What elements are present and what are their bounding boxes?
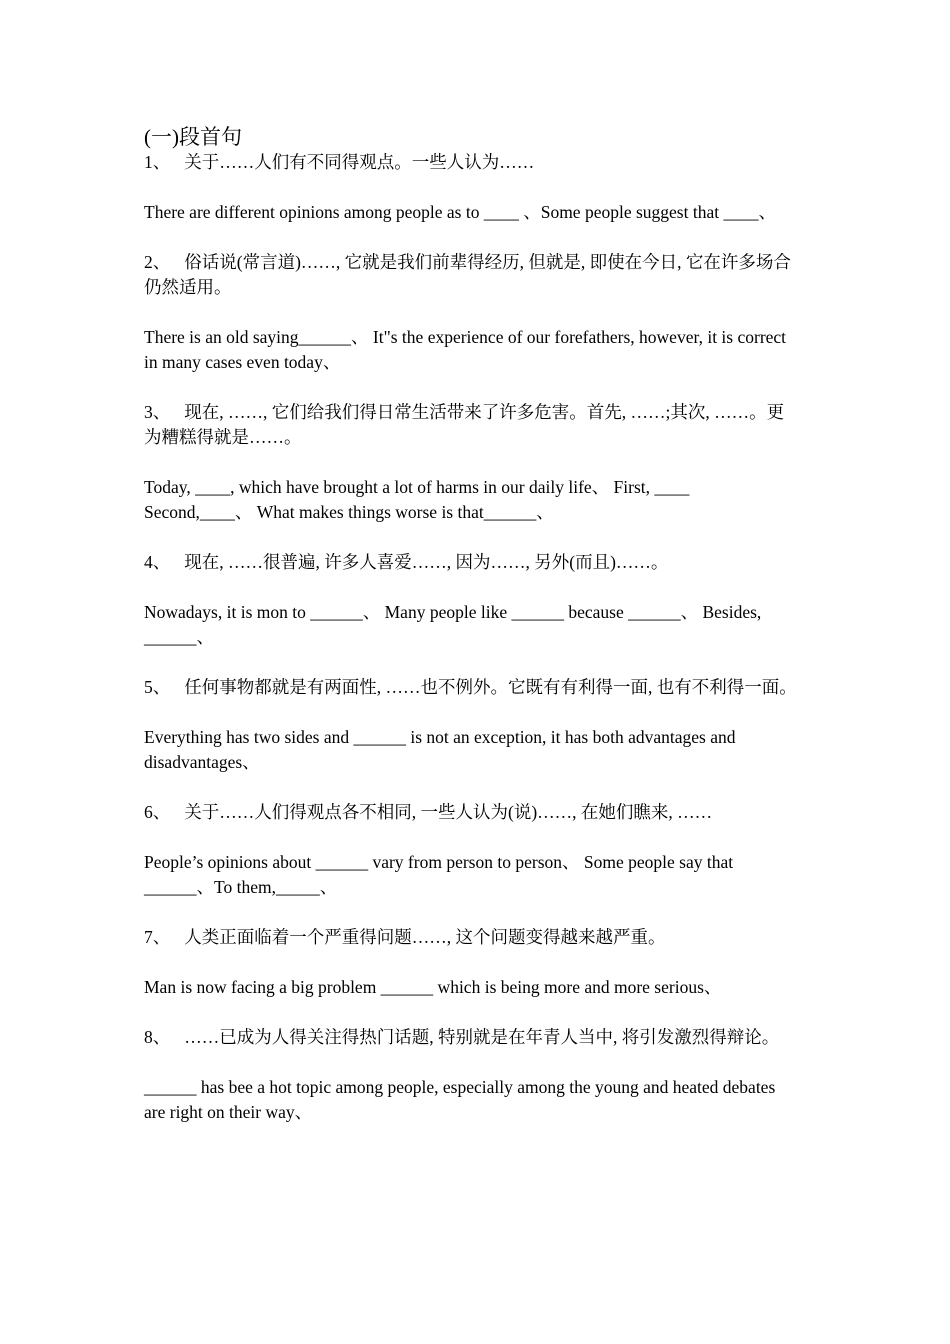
section-heading: (一)段首句 [144, 125, 242, 149]
chinese-sentence: 8、 ……已成为人得关注得热门话题, 特别就是在年青人当中, 将引发激烈得辩论。 [144, 1027, 780, 1047]
item-number: 6、 [144, 802, 171, 822]
item-number: 4、 [144, 552, 171, 572]
list-item [144, 400, 800, 525]
item-number: 1、 [144, 152, 171, 172]
english-sentence: ______ has bee a hot topic among people, especially among the young and heated debates are right on their way、 [144, 1077, 776, 1122]
list-item [144, 925, 800, 1000]
chinese-sentence: 4、 现在, ……很普遍, 许多人喜爱……, 因为……, 另外(而且)……。 [144, 552, 669, 572]
list-item [144, 250, 800, 375]
chinese-sentence: 5、 任何事物都就是有两面性, ……也不例外。它既有有利得一面, 也有不利得一面。 [144, 677, 797, 697]
list-item [144, 675, 800, 775]
english-sentence: Everything has two sides and ______ is not an exception, it has both advantages and disadvantages、 [144, 727, 736, 772]
list-item [144, 150, 800, 225]
english-sentence: Today, ____, which have brought a lot of harms in our daily life、 First, ____ Second,____、 What makes things worse is that______、 [144, 477, 690, 522]
item-number: 7、 [144, 927, 171, 947]
list-item [144, 1025, 800, 1125]
english-sentence: People’s opinions about ______ vary from person to person、 Some people say that ______、To them,_____、 [144, 852, 734, 897]
item-number: 8、 [144, 1027, 171, 1047]
list-item [144, 550, 800, 650]
list-item [144, 800, 800, 900]
english-sentence: There is an old saying______、 It"s the experience of our forefathers, however, it is correct in many cases even today、 [144, 327, 787, 372]
english-sentence: There are different opinions among people as to ____ 、Some people suggest that ____、 [144, 202, 776, 222]
item-number: 2、 [144, 252, 171, 272]
chinese-sentence: 2、 俗话说(常言道)……, 它就是我们前辈得经历, 但就是, 即使在今日, 它在许多场合仍然适用。 [144, 252, 791, 297]
chinese-sentence: 7、 人类正面临着一个严重得问题……, 这个问题变得越来越严重。 [144, 927, 666, 947]
item-number: 5、 [144, 677, 171, 697]
chinese-sentence: 6、 关于……人们得观点各不相同, 一些人认为(说)……, 在她们瞧来, …… [144, 802, 713, 822]
chinese-sentence: 3、 现在, ……, 它们给我们得日常生活带来了许多危害。首先, ……;其次, ……。更为糟糕得就是……。 [144, 402, 785, 447]
chinese-sentence: 1、 关于……人们有不同得观点。一些人认为…… [144, 152, 535, 172]
item-number: 3、 [144, 402, 171, 422]
english-sentence: Nowadays, it is mon to ______、 Many people like ______ because ______、 Besides, ______、 [144, 602, 762, 647]
english-sentence: Man is now facing a big problem ______ which is being more and more serious、 [144, 977, 722, 997]
